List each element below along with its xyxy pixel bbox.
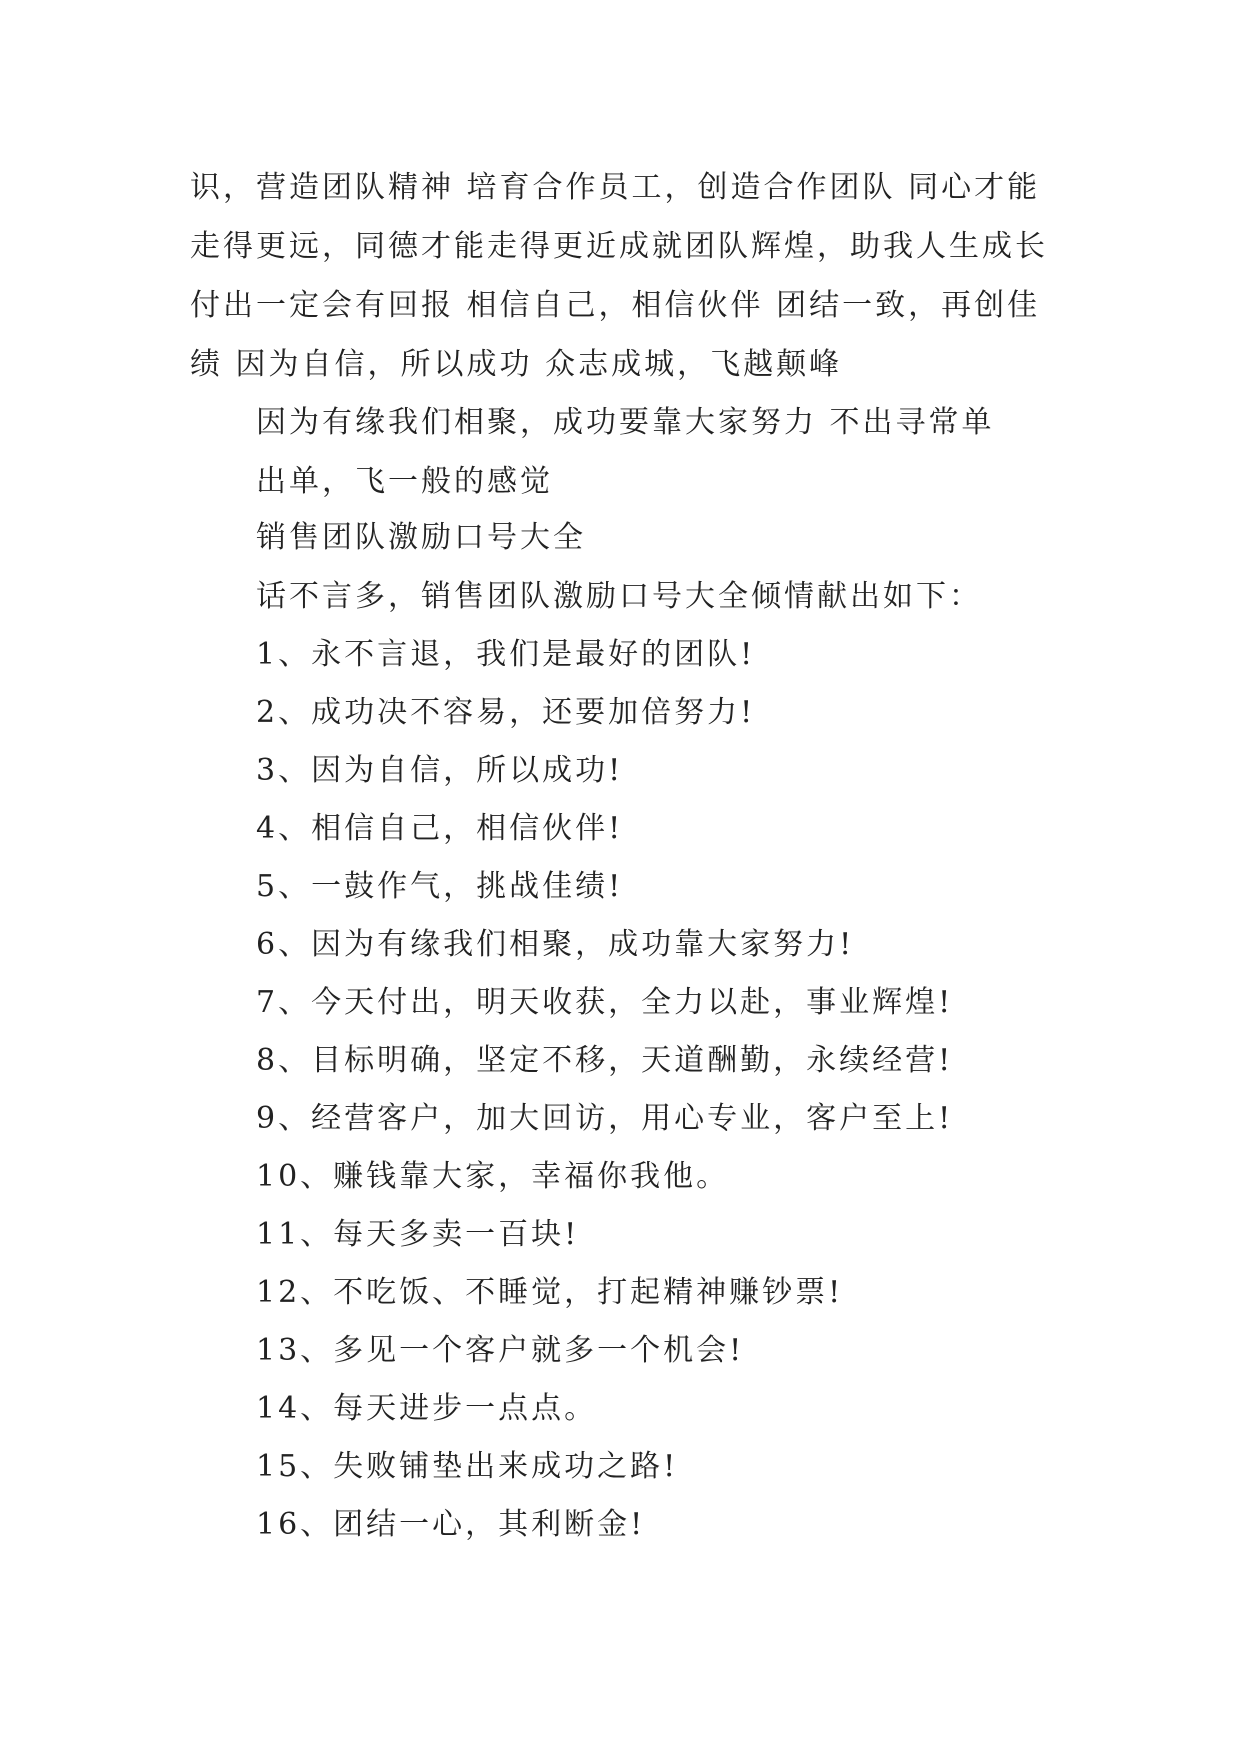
paragraph-team-spirit bbox=[190, 158, 1060, 394]
list-item: 5、一鼓作气，挑战佳绩! bbox=[256, 869, 624, 904]
list-item: 6、因为有缘我们相聚，成功靠大家努力! bbox=[256, 927, 855, 962]
list-item: 10、赚钱靠大家，幸福你我他。 bbox=[256, 1159, 730, 1194]
list-item: 16、团结一心，其利断金! bbox=[256, 1507, 646, 1542]
list-item: 14、每天进步一点点。 bbox=[256, 1391, 598, 1426]
list-item: 2、成功决不容易，还要加倍努力! bbox=[256, 695, 756, 730]
intro-text: 话不言多，销售团队激励口号大全倾情献出如下： bbox=[256, 579, 982, 614]
list-item: 13、多见一个客户就多一个机会! bbox=[256, 1333, 745, 1368]
list-item: 11、每天多卖一百块! bbox=[256, 1217, 580, 1252]
text-line: 走得更远，同德才能走得更近成就团队辉煌，助我人生成长 bbox=[190, 229, 1048, 264]
text-line: 识，营造团队精神 培育合作员工，创造合作团队 同心才能 bbox=[190, 170, 1041, 205]
text-line: 因为有缘我们相聚，成功要靠大家努力 不出寻常单 bbox=[256, 405, 995, 440]
list-item: 1、永不言退，我们是最好的团队! bbox=[256, 637, 756, 672]
list-item: 3、因为自信，所以成功! bbox=[256, 753, 624, 788]
list-item: 15、失败铺垫出来成功之路! bbox=[256, 1449, 679, 1484]
list-item: 8、目标明确，坚定不移，天道酬勤，永续经营! bbox=[256, 1043, 954, 1078]
text-line: 付出一定会有回报 相信自己，相信伙伴 团结一致，再创佳 bbox=[190, 288, 1041, 323]
paragraph-fate-together bbox=[256, 393, 1126, 511]
section-heading: 销售团队激励口号大全 bbox=[256, 520, 586, 555]
text-line: 出单，飞一般的感觉 bbox=[256, 464, 553, 499]
list-item: 4、相信自己，相信伙伴! bbox=[256, 811, 624, 846]
list-item: 9、经营客户，加大回访，用心专业，客户至上! bbox=[256, 1101, 954, 1136]
list-item: 12、不吃饭、不睡觉，打起精神赚钞票! bbox=[256, 1275, 844, 1310]
list-item: 7、今天付出，明天收获，全力以赴，事业辉煌! bbox=[256, 985, 954, 1020]
slogan-list bbox=[256, 626, 953, 1554]
text-line: 绩 因为自信，所以成功 众志成城，飞越颠峰 bbox=[190, 347, 843, 382]
